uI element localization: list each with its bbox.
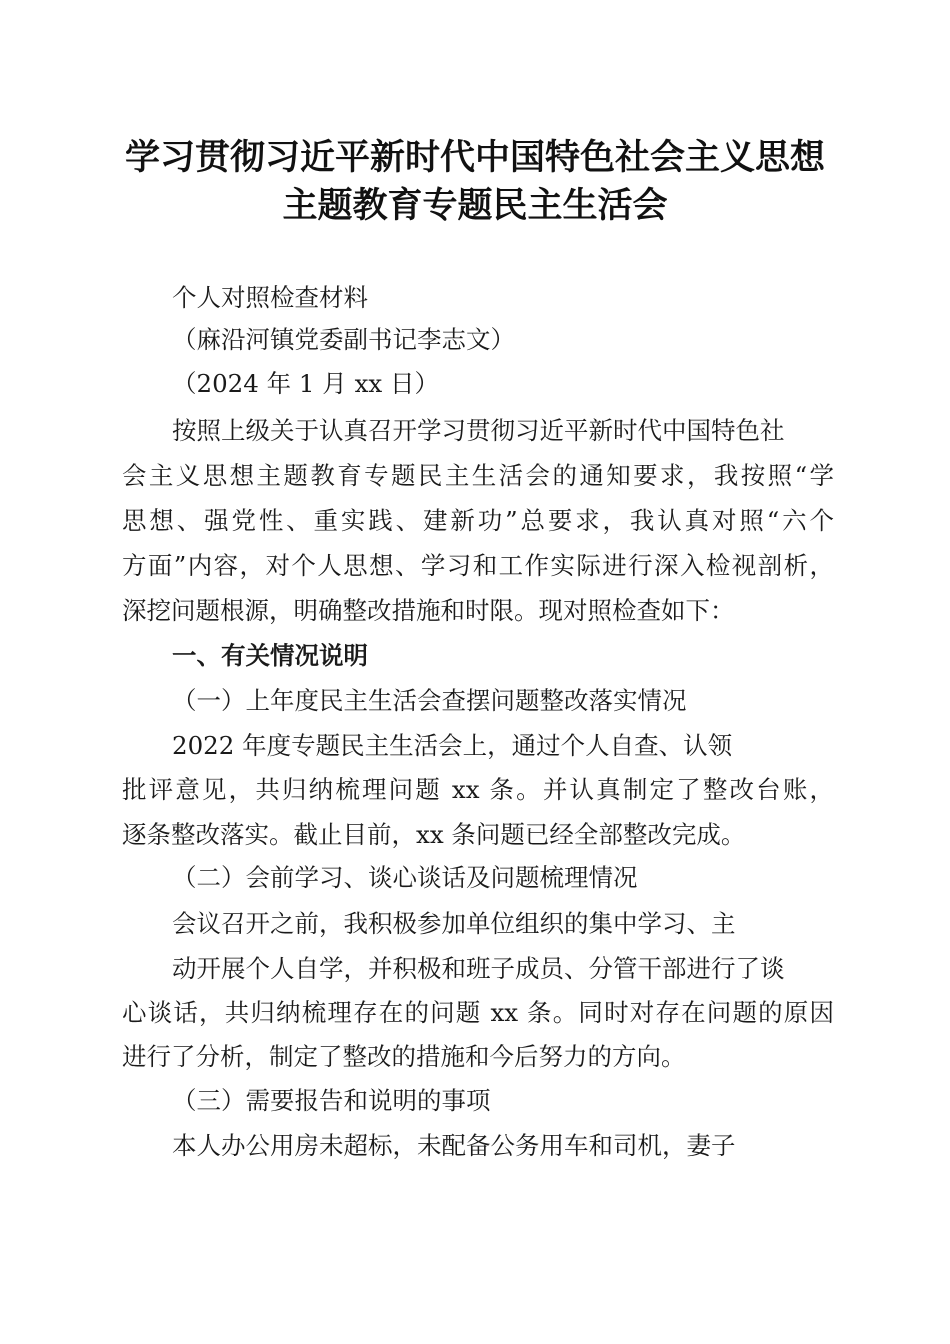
- subsection-2-body-line: 进行了分析，制定了整改的措施和今后努力的方向。: [122, 1042, 686, 1071]
- subsection-2-body-line: 心谈话，共归纳梳理存在的问题 xx 条。同时对存在问题的原因: [122, 998, 834, 1027]
- intro-line: 会主义思想主题教育专题民主生活会的通知要求，我按照“学: [122, 461, 834, 490]
- subsection-3-heading: （三）需要报告和说明的事项: [172, 1086, 491, 1115]
- document-date: （2024 年 1 月 xx 日）: [172, 369, 440, 398]
- subsection-2-heading: （二）会前学习、谈心谈话及问题梳理情况: [172, 863, 638, 892]
- intro-line: 深挖问题根源，明确整改措施和时限。现对照检查如下：: [122, 596, 735, 625]
- document-author: （麻沿河镇党委副书记李志文）: [172, 325, 515, 354]
- subsection-1-heading: （一）上年度民主生活会查摆问题整改落实情况: [172, 686, 687, 715]
- subsection-1-body-line: 2022 年度专题民主生活会上，通过个人自查、认领: [172, 731, 733, 760]
- subsection-2-body-line: 会议召开之前，我积极参加单位组织的集中学习、主: [172, 909, 736, 938]
- subsection-2-body-line: 动开展个人自学，并积极和班子成员、分管干部进行了谈: [172, 954, 785, 983]
- subsection-3-body-line: 本人办公用房未超标，未配备公务用车和司机，妻子: [172, 1131, 736, 1160]
- subsection-1-body-line: 批评意见，共归纳梳理问题 xx 条。并认真制定了整改台账，: [122, 775, 834, 804]
- subsection-1-body-line: 逐条整改落实。截止目前，xx 条问题已经全部整改完成。: [122, 820, 746, 849]
- document-title-line-1: 学习贯彻习近平新时代中国特色社会主义思想: [124, 138, 825, 178]
- section-1-heading: 一、有关情况说明: [172, 641, 368, 670]
- intro-line: 方面”内容，对个人思想、学习和工作实际进行深入检视剖析，: [122, 551, 834, 580]
- intro-line: 按照上级关于认真召开学习贯彻习近平新时代中国特色社: [172, 416, 785, 445]
- document-title-line-2: 主题教育专题民主生活会: [282, 186, 668, 226]
- document-subtitle: 个人对照检查材料: [172, 283, 368, 312]
- intro-line: 思想、强党性、重实践、建新功”总要求，我认真对照“六个: [122, 506, 834, 535]
